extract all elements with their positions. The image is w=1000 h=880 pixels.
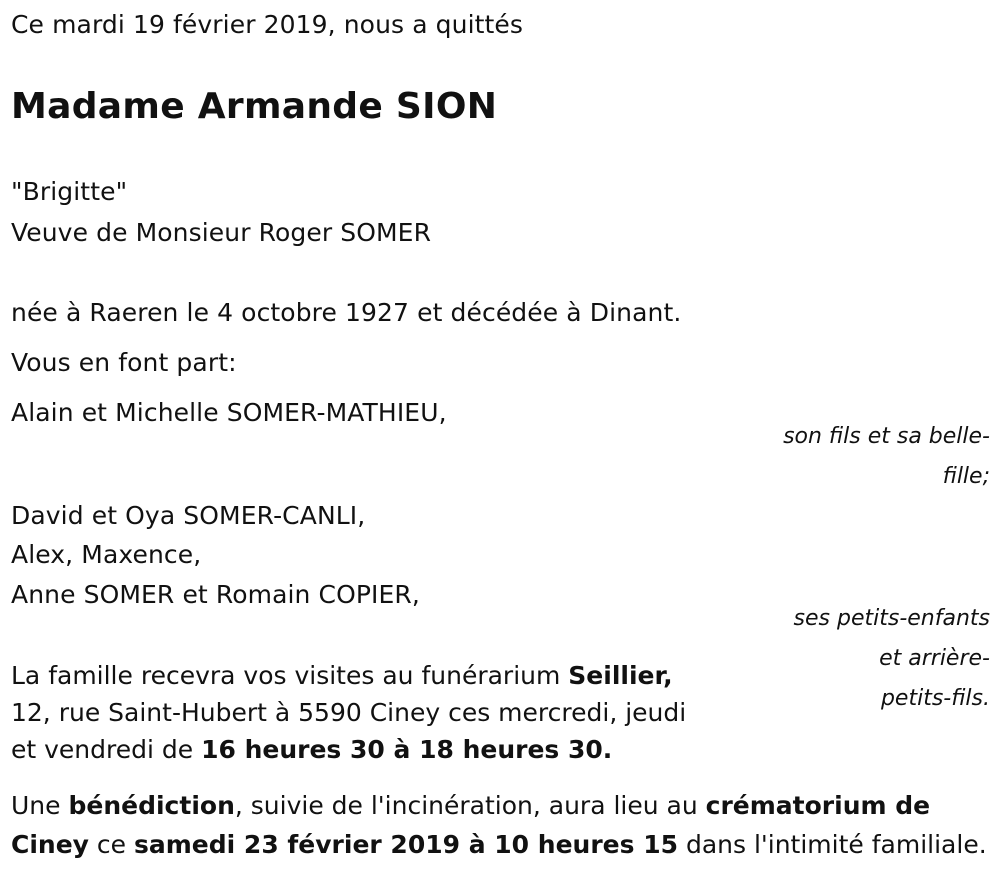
crematorium-city: Ciney [11, 830, 89, 859]
ceremony-type: bénédiction [68, 791, 235, 820]
visits-text: et vendredi de [11, 735, 202, 764]
birth-death-line: née à Raeren le 4 octobre 1927 et décédée à Dinant. [11, 298, 682, 327]
spouse-line: Veuve de Monsieur Roger SOMER [11, 218, 432, 247]
ceremony-text: Une [11, 791, 69, 820]
family-relation-1 [783, 422, 990, 492]
relation-line: son fils et sa belle- [783, 424, 990, 449]
relation-line: et arrière- [879, 646, 990, 671]
ceremony-text: , suivie de l'incinération, aura lieu au [234, 791, 706, 820]
ceremony-line-1 [11, 786, 987, 825]
relation-line: fille; [942, 464, 990, 489]
family-names-2b: Alex, Maxence, [11, 540, 202, 569]
ceremony-text: ce [88, 830, 134, 859]
deceased-name: Madame Armande SION [11, 86, 498, 127]
funeral-home-name: Seillier, [568, 661, 673, 690]
ceremony-line-2 [11, 825, 987, 864]
relation-line: ses petits-enfants [793, 606, 990, 631]
visits-line-1 [11, 657, 686, 694]
ceremony-paragraph [11, 786, 987, 864]
relation-line: petits-fils. [880, 686, 990, 711]
ceremony-text: dans l'intimité familiale. [678, 830, 987, 859]
family-names-1: Alain et Michelle SOMER-MATHIEU, [11, 398, 447, 427]
family-names-2c: Anne SOMER et Romain COPIER, [11, 580, 420, 609]
visits-line-2: 12, rue Saint-Hubert à 5590 Ciney ces mercredi, jeudi [11, 698, 687, 727]
announce-line: Vous en font part: [11, 348, 237, 377]
family-relation-2 [794, 604, 990, 714]
intro-line: Ce mardi 19 février 2019, nous a quittés [11, 10, 524, 39]
ceremony-date: samedi 23 février 2019 à 10 heures 15 [134, 830, 678, 859]
family-names-2a: David et Oya SOMER-CANLI, [11, 501, 366, 530]
visits-paragraph [11, 657, 686, 768]
crematorium-label: crématorium de [705, 791, 931, 820]
visit-hours: 16 heures 30 à 18 heures 30. [201, 735, 613, 764]
visits-line-3 [11, 731, 686, 768]
nickname: "Brigitte" [11, 177, 128, 206]
visits-text: La famille recevra vos visites au funérarium [11, 661, 569, 690]
